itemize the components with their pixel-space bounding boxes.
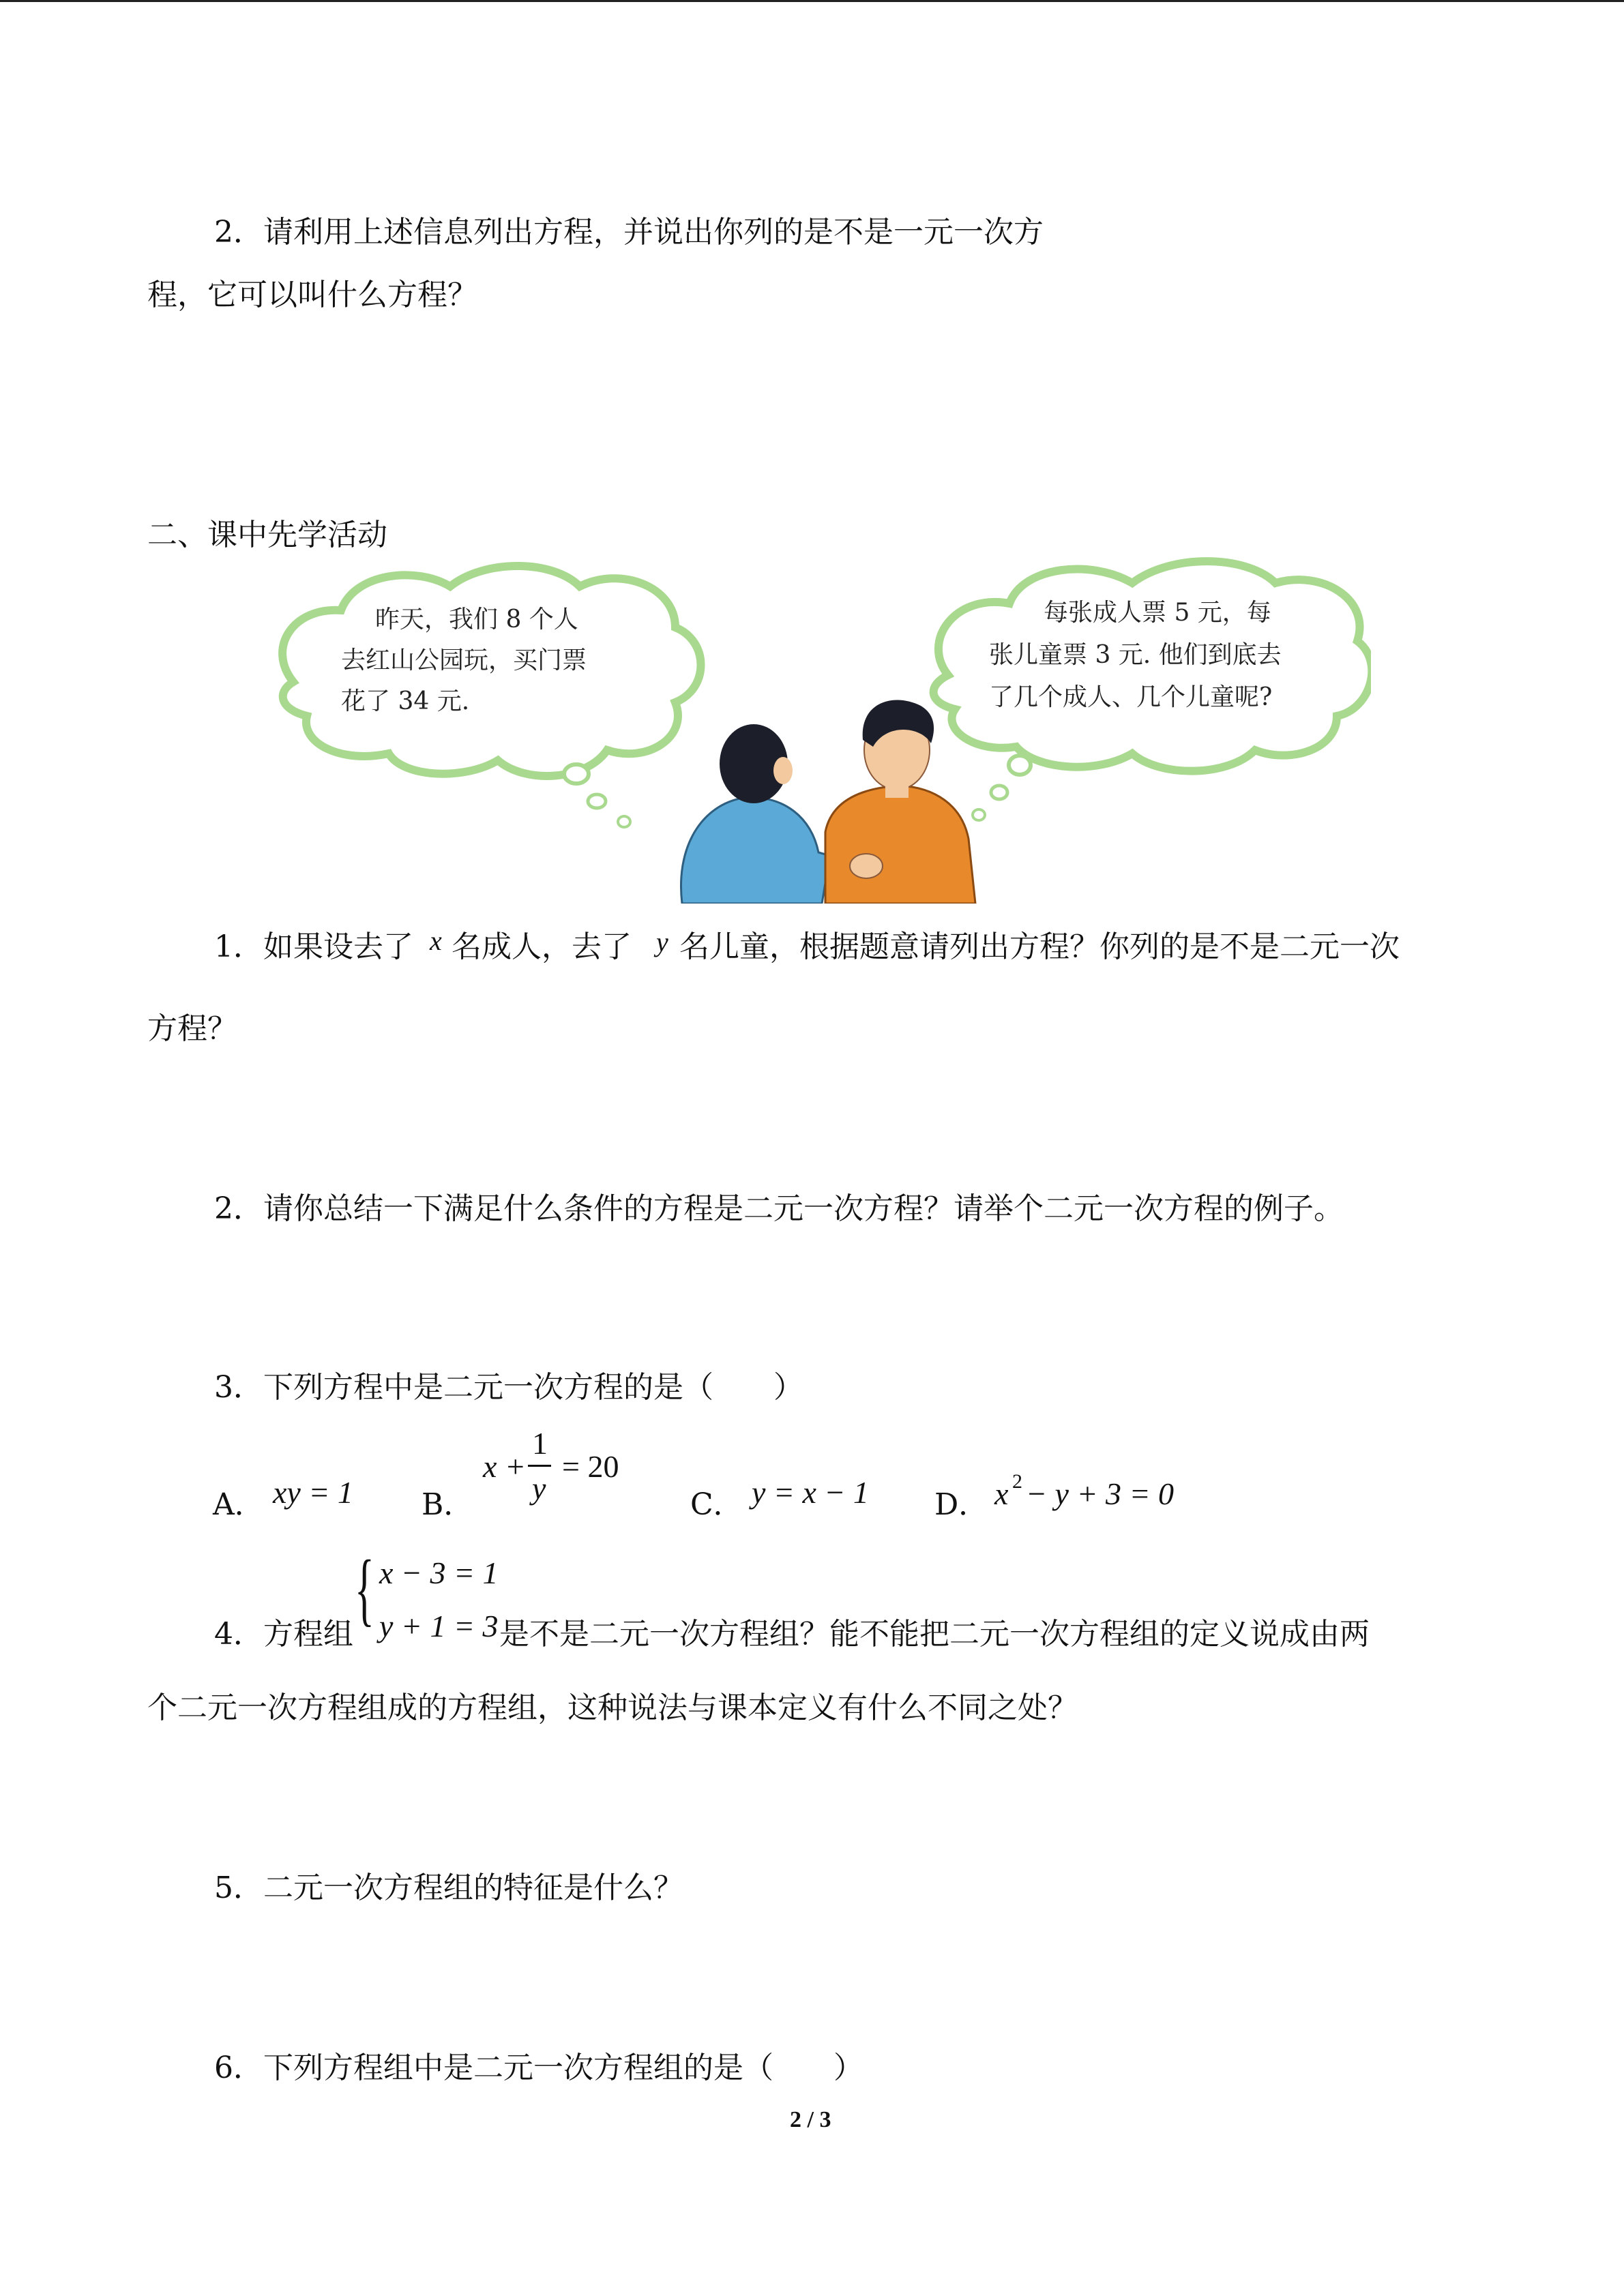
- s2-q1-text-b: 名成人，去了: [452, 929, 632, 964]
- option-b-expr-right: = 20: [562, 1449, 619, 1484]
- system-brace: {: [355, 1543, 374, 1634]
- var-y: y: [656, 927, 668, 957]
- s1-q2-line1: 2．请利用上述信息列出方程，并说出你列的是不是一元一次方: [214, 215, 1044, 250]
- system-eq1: x − 3 = 1: [379, 1555, 499, 1590]
- s2-q6: 6．下列方程组中是二元一次方程组的是（ ）: [214, 2051, 863, 2085]
- option-b-label: B．: [422, 1487, 474, 1522]
- section-heading: 二、课中先学活动: [147, 518, 387, 552]
- option-b-fraction-bar: [528, 1465, 551, 1467]
- s2-q4-line2: 个二元一次方程组成的方程组，这种说法与课本定义有什么不同之处？: [147, 1690, 1078, 1725]
- var-x: x: [430, 925, 442, 956]
- s2-q4-text-b: 是不是二元一次方程组？能不能把二元一次方程组的定义说成由两: [499, 1617, 1370, 1652]
- option-c-label: C．: [690, 1487, 743, 1522]
- s2-q3: 3．下列方程中是二元一次方程的是（ ）: [214, 1370, 803, 1405]
- bubble-left-line1: 昨天，我们 8 个人: [375, 606, 578, 633]
- bubble-right-line3: 了几个成人、几个儿童呢?: [989, 683, 1273, 711]
- option-d-expr-rest: − y + 3 = 0: [1026, 1476, 1175, 1511]
- s2-q1-line2: 方程？: [147, 1011, 237, 1046]
- option-d-expr-base: x: [994, 1476, 1009, 1511]
- s2-q2: 2．请你总结一下满足什么条件的方程是二元一次方程？请举个二元一次方程的例子。: [214, 1191, 1344, 1226]
- option-b-numerator: 1: [532, 1426, 548, 1461]
- option-c-expr: y = x − 1: [752, 1475, 869, 1510]
- thought-bubble-left: [282, 566, 700, 827]
- bubble-right-line1: 每张成人票 5 元，每: [1044, 599, 1271, 627]
- s1-q2-line2: 程，它可以叫什么方程？: [147, 278, 477, 312]
- s2-q5: 5．二元一次方程组的特征是什么？: [214, 1870, 683, 1905]
- option-a-expr: xy = 1: [273, 1475, 353, 1510]
- page-top-border: [0, 0, 1624, 2]
- option-a-label: A．: [213, 1487, 265, 1522]
- s2-q1-text-c: 名儿童，根据题意请列出方程？你列的是不是二元一次: [679, 929, 1400, 964]
- option-d-expr-exp: 2: [1012, 1470, 1022, 1493]
- bubble-left-line2: 去红山公园玩，买门票: [341, 646, 587, 674]
- system-eq2: y + 1 = 3: [379, 1609, 499, 1643]
- option-b-expr-left: x +: [483, 1449, 526, 1484]
- bubble-left-line3: 花了 34 元.: [341, 687, 470, 715]
- s2-q1-text-a: 1．如果设去了: [214, 929, 413, 964]
- option-d-label: D．: [934, 1487, 989, 1522]
- option-b-denominator: y: [532, 1471, 546, 1506]
- page-number: 2 / 3: [790, 2107, 831, 2132]
- bubble-right-line2: 张儿童票 3 元. 他们到底去: [989, 641, 1282, 669]
- s2-q4-text-a: 4．方程组: [214, 1617, 353, 1652]
- thought-bubble-right: [934, 561, 1371, 820]
- illustration-two-boys: [266, 546, 1371, 904]
